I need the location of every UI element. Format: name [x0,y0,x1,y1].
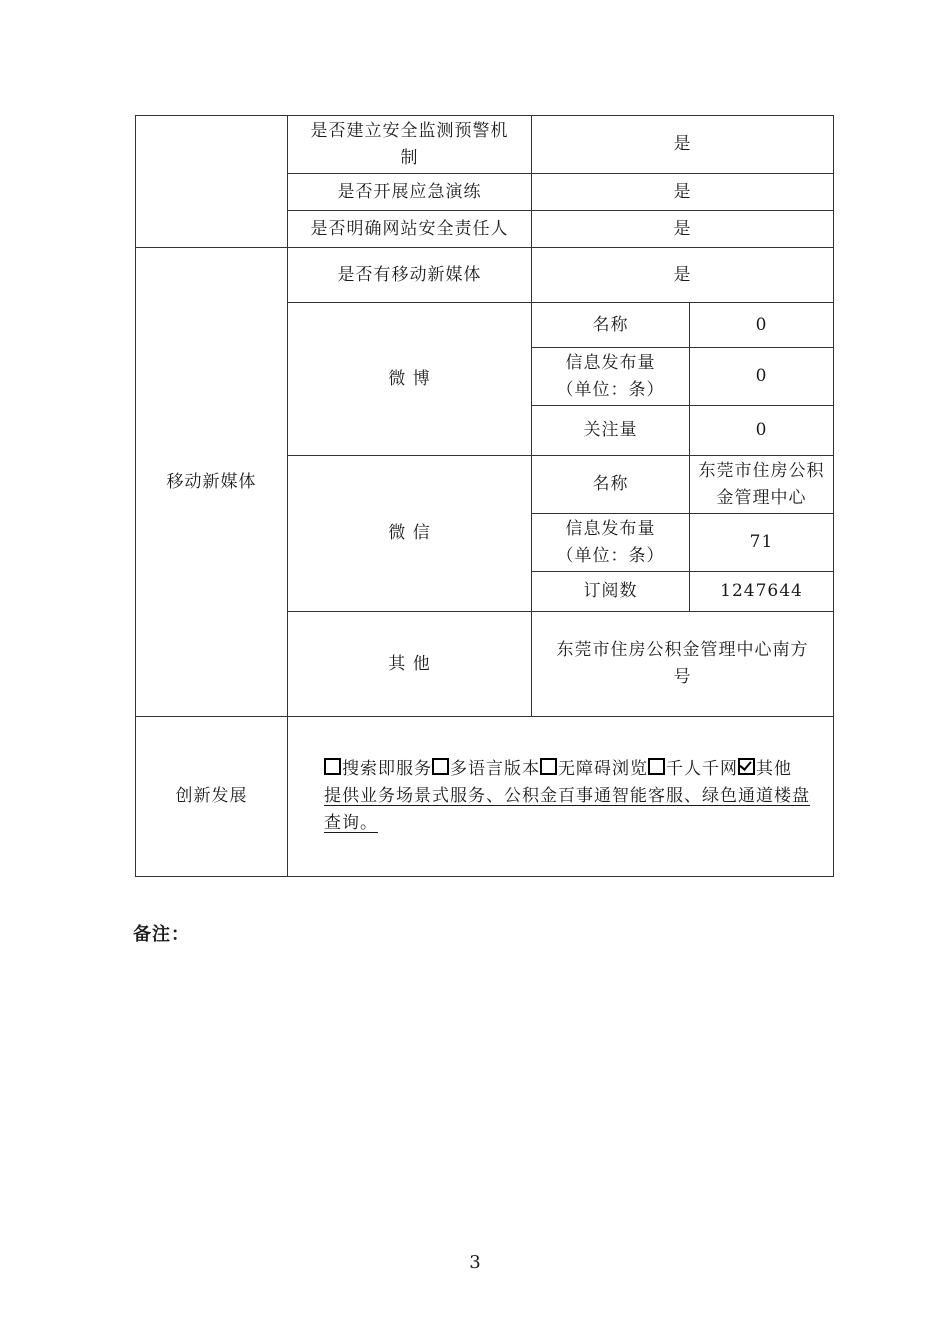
page-number: 3 [469,1252,481,1273]
checkbox-icon [432,758,449,775]
weibo-field-value: 0 [690,303,834,348]
innovation-options [324,759,792,779]
other-value: 东莞市住房公积金管理中心南方号 [532,612,834,717]
has-media-label: 是否有移动新媒体 [288,248,532,303]
security-label: 是否开展应急演练 [288,174,532,211]
note-label: 备注： [133,924,190,945]
option-label: 千人千网 [666,759,738,779]
checked-checkbox-icon [738,758,755,775]
innovation-other-text: 提供业务场景式服务、公积金百事通智能客服、绿色通道楼盘查询。 [324,786,810,833]
option-label: 其他 [756,759,792,779]
security-value: 是 [532,174,834,211]
report-table [135,115,834,877]
wechat-field-value: 东莞市住房公积金管理中心 [690,456,834,514]
option-label: 搜索即服务 [342,759,432,779]
innovation-section-label: 创新发展 [136,717,288,877]
checkbox-icon [648,758,665,775]
wechat-field-value: 1247644 [690,572,834,612]
other-label: 其 他 [288,612,532,717]
wechat-field-label: 订阅数 [532,572,690,612]
weibo-field-label: 关注量 [532,406,690,456]
option-label: 多语言版本 [450,759,540,779]
has-media-value: 是 [532,248,834,303]
weibo-field-value: 0 [690,406,834,456]
security-label: 是否建立安全监测预警机制 [288,116,532,174]
checkbox-icon [540,758,557,775]
media-section-label: 移动新媒体 [136,248,288,717]
weibo-label: 微 博 [288,303,532,456]
wechat-field-label: 名称 [532,456,690,514]
security-label: 是否明确网站安全责任人 [288,211,532,248]
security-value: 是 [532,211,834,248]
weibo-field-label: 名称 [532,303,690,348]
weibo-field-label: 信息发布量 （单位：条） [532,348,690,406]
security-value: 是 [532,116,834,174]
security-section-cell [136,116,288,248]
wechat-field-value: 71 [690,514,834,572]
innovation-content [288,717,834,877]
option-label: 无障碍浏览 [558,759,648,779]
weibo-field-value: 0 [690,348,834,406]
wechat-label: 微 信 [288,456,532,612]
checkbox-icon [324,758,341,775]
wechat-field-label: 信息发布量 （单位：条） [532,514,690,572]
